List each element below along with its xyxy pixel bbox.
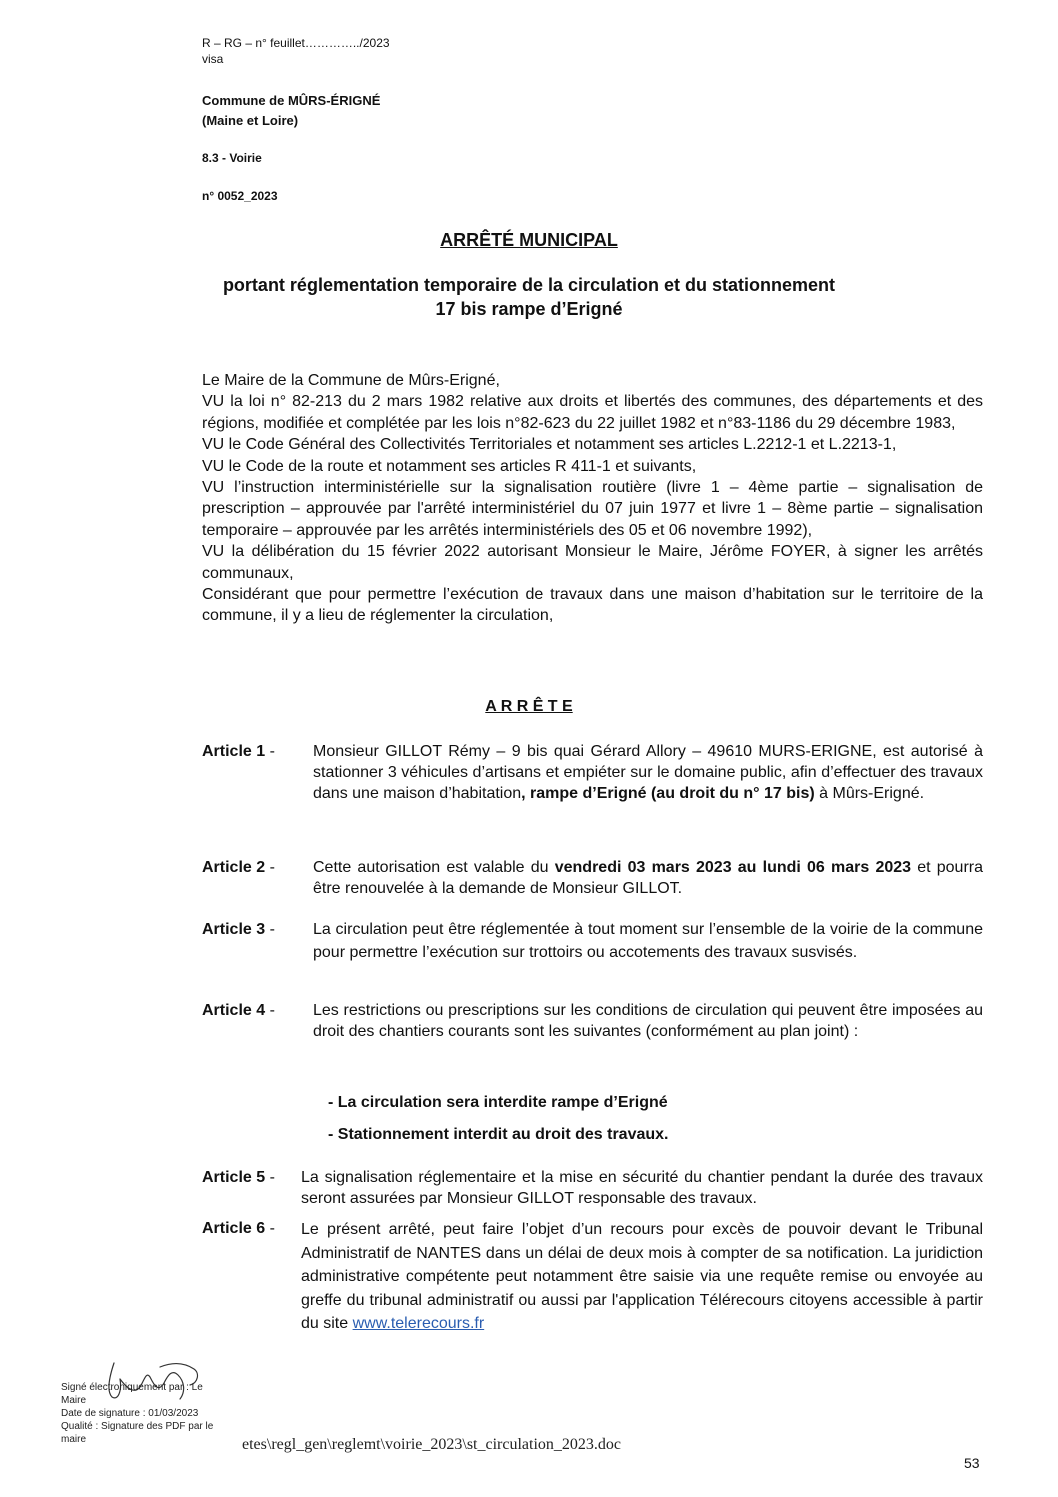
article-4-bullet-2: - Stationnement interdit au droit des travaux. <box>328 1126 669 1143</box>
page-number: 53 <box>964 1455 980 1471</box>
preamble-vu-deliberation: VU la délibération du 15 février 2022 autorisant Monsieur le Maire, Jérôme FOYER, à signer les arrêtés communaux, <box>202 543 983 582</box>
department-name: (Maine et Loire) <box>202 113 299 128</box>
commune-name: Commune de MÛRS-ÉRIGNÉ <box>202 93 381 108</box>
article-2-text-bold: vendredi 03 mars 2023 au lundi 06 mars 2023 <box>554 859 912 876</box>
article-1-label <box>202 741 275 762</box>
article-1-text-bold: , rampe d’Erigné (au droit du n° 17 bis) <box>521 785 815 802</box>
article-6-label <box>202 1218 275 1239</box>
article-6-label-text: Article 6 <box>202 1220 266 1237</box>
article-5-text: La signalisation réglementaire et la mise en sécurité du chantier pendant la durée des travaux seront assurées par Monsieur GILLOT responsable des travaux. <box>301 1169 983 1207</box>
subtitle-line-1: portant réglementation temporaire de la circulation et du stationnement <box>222 275 836 295</box>
signature-signed-by: Signé électroniquement par : Le Maire <box>61 1382 203 1406</box>
article-1-dash: - <box>265 743 275 760</box>
article-3-text: La circulation peut être réglementée à tout moment sur l’ensemble de la voirie de la commune pour permettre l’exécution sur trottoirs ou accotements des travaux susvisés. <box>313 921 983 961</box>
visa-label: visa <box>202 52 224 66</box>
preamble-vu-loi: VU la loi n° 82-213 du 2 mars 1982 relative aux droits et libertés des communes, des départements et des régions, modifiée et complétée par les lois n°82-623 du 22 juillet 1982 et n°83-1186 du 29 décembre 1983, <box>202 393 983 432</box>
signature-date: Date de signature : 01/03/2023 <box>61 1408 199 1419</box>
article-3-label <box>202 919 275 940</box>
article-2-text <box>313 857 983 899</box>
article-6-text <box>301 1218 983 1336</box>
file-path: etes\regl_gen\reglemt\voirie_2023\st_circulation_2023.doc <box>242 1436 622 1453</box>
article-4-bullet-1: - La circulation sera interdite rampe d’Erigné <box>328 1094 668 1111</box>
article-1-text-1: Monsieur GILLOT Rémy – 9 bis quai Gérard Allory – 49610 MURS-ERIGNE, est autorisé à stationner 3 véhicules d’artisans et empiéter sur le domaine public, afin d’effectuer des travaux dans une maison d’habitation <box>313 743 983 802</box>
decree-number: n° 0052_2023 <box>202 189 278 203</box>
article-3-label-text: Article 3 <box>202 921 266 938</box>
article-4-dash: - <box>265 1002 275 1019</box>
preamble-vu-code-route: VU le Code de la route et notamment ses articles R 411-1 et suivants, <box>202 457 697 475</box>
preamble-vu-cgct: VU le Code Général des Collectivités Territoriales et notamment ses articles L.2212-1 et L.2213-1, <box>202 436 897 454</box>
category-label: 8.3 - Voirie <box>202 151 262 165</box>
article-3-dash: - <box>265 921 275 938</box>
article-2-text-1: Cette autorisation est valable du <box>313 859 555 876</box>
preamble-maire: Le Maire de la Commune de Mûrs-Erigné, <box>202 372 500 389</box>
article-5-dash: - <box>265 1169 275 1186</box>
article-1-label-text: Article 1 <box>202 743 266 760</box>
article-2-label-text: Article 2 <box>202 859 266 876</box>
subtitle-line-2: 17 bis rampe d’Erigné <box>435 299 623 319</box>
signature-quality: Qualité : Signature des PDF par le maire <box>61 1421 214 1445</box>
telerecours-link[interactable]: www.telerecours.fr <box>352 1315 485 1332</box>
article-1-text <box>313 741 983 804</box>
article-5-label-text: Article 5 <box>202 1169 266 1186</box>
preamble <box>202 370 983 627</box>
page-title: ARRÊTÉ MUNICIPAL <box>440 230 618 250</box>
article-5-label <box>202 1167 275 1188</box>
article-4-text: Les restrictions ou prescriptions sur les conditions de circulation qui peuvent être imposées au droit des chantiers courants sont les suivantes (conformément au plan joint) : <box>313 1002 983 1040</box>
preamble-vu-instruction: VU l’instruction interministérielle sur la signalisation routière (livre 1 – 4ème partie – signalisation de prescription – approuvée par l'arrêté interministériel du 07 juin 1977 et livre 1 – 8ème partie – signalisation temporaire – approuvée par les arrêtés interministériels des 05 et 06 novembre 1992), <box>202 479 983 539</box>
article-2-dash: - <box>265 859 275 876</box>
article-1-text-2: à Mûrs-Erigné. <box>814 785 925 802</box>
preamble-considerant: Considérant que pour permettre l’exécution de travaux dans une maison d’habitation sur le territoire de la commune, il y a lieu de réglementer la circulation, <box>202 586 983 625</box>
article-6-text-body: Le présent arrêté, peut faire l’objet d’un recours pour excès de pouvoir devant le Tribunal Administratif de NANTES dans un délai de deux mois à compter de sa notification. La juridiction administrative compétente peut notamment être saisie via une requête remise ou envoyée au greffe du tribunal administratif ou aussi par l'application Télérecours citoyens accessible à partir du site <box>301 1221 983 1332</box>
reference-line: R – RG – n° feuillet…………../2023 <box>202 36 390 50</box>
electronic-signature <box>61 1381 221 1446</box>
article-6-dash: - <box>265 1220 275 1237</box>
article-2-text-2: et pourra être renouvelée à la demande de Monsieur GILLOT. <box>313 859 984 897</box>
arrete-heading: A R R Ê T E <box>485 698 573 715</box>
article-2-label <box>202 857 275 878</box>
article-4-label <box>202 1000 275 1021</box>
article-4-label-text: Article 4 <box>202 1002 266 1019</box>
